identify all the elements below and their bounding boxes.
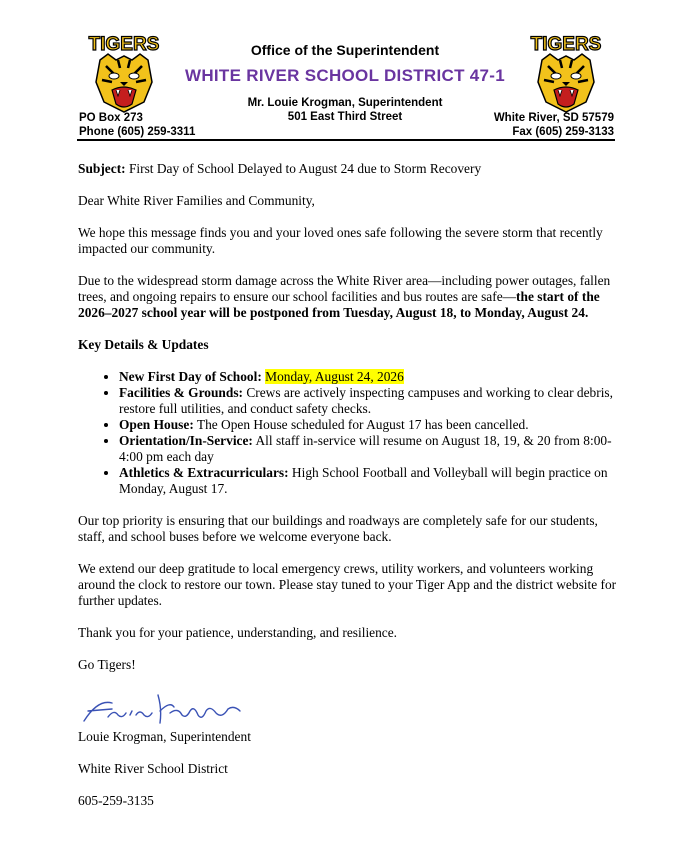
details-heading	[78, 337, 618, 353]
district-name: WHITE RIVER SCHOOL DISTRICT 47-1	[184, 66, 506, 85]
paragraph-2	[78, 273, 618, 321]
paragraph-3: Our top priority is ensuring that our buildings and roadways are completely safe for our students, staff, and school buses before we welcome everyone back.	[78, 513, 598, 544]
fax: Fax (605) 259-3133	[512, 126, 614, 138]
phone: Phone (605) 259-3311	[79, 126, 196, 138]
paragraph-5: Thank you for your patience, understanding, and resilience.	[78, 625, 398, 640]
paragraph-4: We extend our deep gratitude to local emergency crews, utility workers, and volunteers working around the clock to restore our town. Please stay tuned to your Tiger App and the district website for further updates.	[78, 561, 617, 608]
signature-icon	[78, 689, 248, 729]
list-item	[119, 433, 618, 465]
po-box: PO Box 273	[79, 112, 143, 124]
header-divider	[77, 139, 615, 141]
street-address: 501 East Third Street	[287, 111, 403, 123]
organization-phone: 605-259-3135	[78, 793, 154, 808]
organization: White River School District	[78, 761, 228, 776]
subject-line	[78, 161, 618, 177]
detail-text: All staff in-service will resume on August 18, 19, & 20 from 8:00-4:00 pm each day	[119, 433, 612, 464]
city-state-zip: White River, SD 57579	[493, 112, 614, 124]
subject-text: First Day of School Delayed to August 24 due to Storm Recovery	[125, 161, 482, 176]
details-heading-text: Key Details & Updates	[78, 337, 209, 352]
svg-text:TIGERS: TIGERS	[88, 34, 160, 55]
paragraph-2-plain: Due to the widespread storm damage across the White River area—including power outages, fallen trees, and ongoing repairs to ensure our school facilities and bus routes are safe—	[78, 273, 611, 304]
detail-label: Orientation/In-Service:	[119, 433, 253, 448]
paragraph-1: We hope this message finds you and your loved ones safe following the severe storm that recently impacted our community.	[78, 225, 603, 256]
office-title: Office of the Superintendent	[250, 42, 440, 58]
handwritten-signature	[78, 689, 618, 729]
detail-text: High School Football and Volleyball will begin practice on Monday, August 17.	[119, 465, 608, 496]
list-item	[119, 385, 618, 417]
detail-label: New First Day of School:	[119, 369, 262, 384]
svg-text:TIGERS: TIGERS	[530, 34, 602, 55]
list-item	[119, 417, 618, 433]
paragraph-2-bold: the start of the 2026–2027 school year will be postponed from Tuesday, August 18, to Monday, August 24.	[78, 289, 600, 320]
contact-left	[79, 111, 195, 139]
detail-label: Athletics & Extracurriculars:	[119, 465, 289, 480]
detail-label: Open House:	[119, 417, 194, 432]
greeting: Dear White River Families and Community,	[78, 193, 315, 208]
sign-off: Go Tigers!	[78, 657, 136, 672]
highlighted-date: Monday, August 24, 2026	[265, 369, 404, 384]
superintendent-line: Mr. Louie Krogman, Superintendent	[247, 97, 443, 109]
subject-label: Subject:	[78, 161, 126, 176]
detail-label: Facilities & Grounds:	[119, 385, 243, 400]
contact-right	[494, 111, 614, 139]
letter-body	[78, 161, 618, 825]
details-list	[78, 369, 618, 497]
list-item	[119, 465, 618, 497]
list-item	[119, 369, 618, 385]
detail-text: The Open House scheduled for August 17 has been cancelled.	[193, 417, 529, 432]
detail-text: Crews are actively inspecting campuses and working to clear debris, restore full utilities, and conduct safety checks.	[119, 385, 613, 416]
signer-name: Louie Krogman, Superintendent	[78, 729, 251, 744]
